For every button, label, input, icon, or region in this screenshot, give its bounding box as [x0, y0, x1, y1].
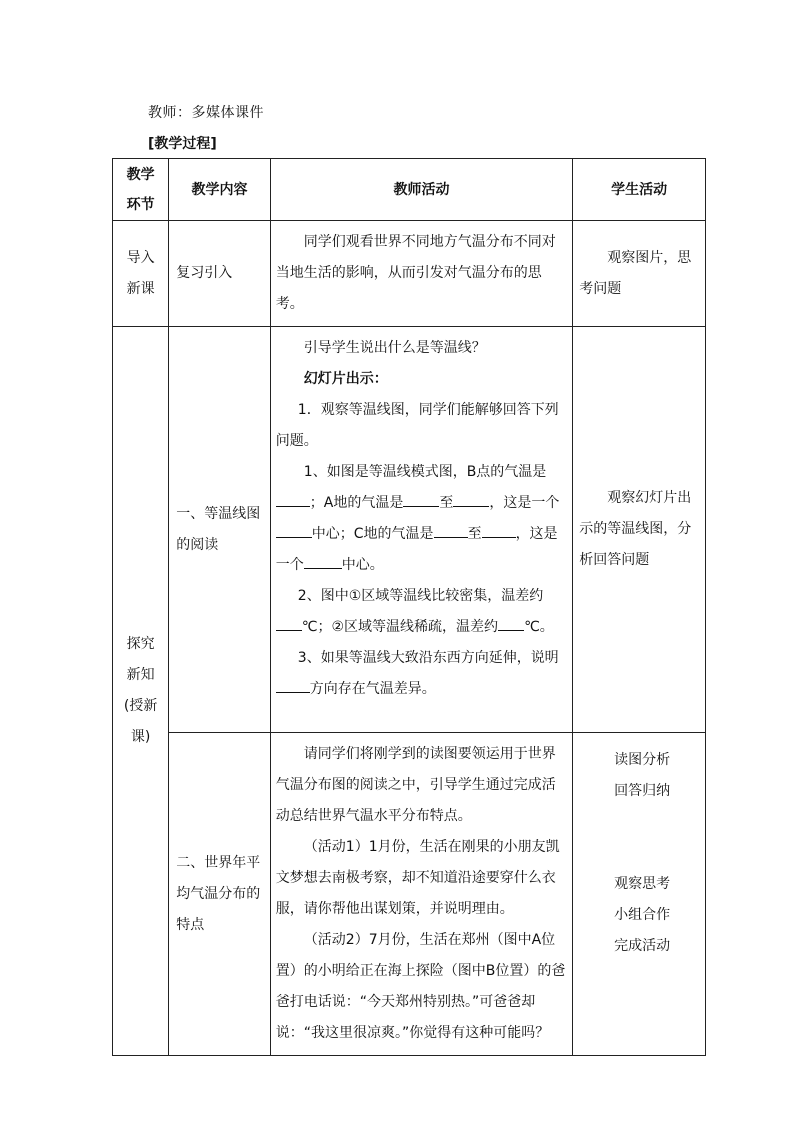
- answer-blank: [453, 488, 489, 507]
- content-world-temp-line3: 特点: [176, 916, 205, 933]
- student-isotherm-line1: 观察幻灯片出: [607, 490, 692, 506]
- content-world-temp-line1: 二、世界年平: [176, 854, 261, 871]
- content-isotherm-line1: 一、等温线图: [176, 505, 261, 522]
- teacher-activity-1: （活动1）1月份，生活在刚果的小朋友凯文梦想去南极考察，却不知道沿途要穿什么衣服，请你帮他出谋划策，并说明理由。: [275, 839, 560, 917]
- answer-blank: [276, 519, 312, 538]
- teacher-activity-2: （活动2）7月份，生活在郑州（图中A位置）的小明给正在海上探险（图中B位置）的爸爸打电话说：“今天郑州特别热。”可爸爸却说：“我这里很凉爽。”你觉得有这种可能吗？: [275, 932, 566, 1041]
- stage-intro: [113, 221, 169, 327]
- q2-text-b: ℃；②区域等温线稀疏，温差约: [301, 619, 499, 635]
- q2-text-a: 2、图中①区域等温线比较密集，温差约: [297, 588, 544, 604]
- header-content: 教学内容: [169, 159, 271, 221]
- student-isotherm-line3: 析回答问题: [579, 552, 650, 568]
- stage-explore-line3: (授新: [123, 698, 158, 714]
- header-stage: [113, 159, 169, 221]
- q1-text-c: 至: [439, 495, 454, 511]
- content-world-temp: [169, 733, 271, 1056]
- answer-blank: [434, 519, 468, 538]
- student-world-temp-top-line2: 回答归纳: [614, 783, 671, 799]
- teacher-isotherm-slide-label: 幻灯片出示：: [303, 371, 388, 387]
- answer-blank: [403, 488, 439, 507]
- student-intro-line1: 观察图片，思: [607, 249, 692, 266]
- header-stage-line2: 环节: [126, 196, 155, 213]
- q1-text-e: 中心；C地的气温是: [311, 526, 434, 542]
- q1-text-i: 中心。: [341, 557, 384, 573]
- q1-text-a: 1、如图是等温线模式图，B点的气温是: [303, 464, 547, 480]
- student-world-temp-bottom-line2: 小组合作: [614, 907, 671, 923]
- content-review: 复习引入: [169, 221, 271, 327]
- answer-blank: [276, 612, 302, 631]
- q1-text-d: ，这是一个: [489, 495, 560, 511]
- q3-text-a: 3、如果等温线大致沿东西方向延伸，说明: [297, 650, 559, 666]
- stage-explore-line1: 探究: [126, 636, 155, 652]
- stage-intro-line2: 新课: [126, 280, 155, 297]
- teacher-isotherm-task: 1．观察等温线图，同学们能解够回答下列问题。: [275, 402, 559, 449]
- student-world-temp-top-line1: 读图分析: [614, 752, 671, 768]
- q1-text-f: 至: [467, 526, 482, 542]
- stage-explore-line2: 新知: [126, 667, 155, 683]
- student-activity-isotherm: [573, 327, 706, 733]
- content-world-temp-line2: 均气温分布的: [176, 885, 261, 902]
- q1-text-b: ；A地的气温是: [309, 495, 404, 511]
- section-heading: [教学过程]: [148, 136, 217, 152]
- q2-text-c: ℃。: [524, 619, 554, 635]
- table-row: [113, 327, 706, 733]
- stage-explore: [113, 327, 169, 1056]
- answer-blank: [276, 674, 310, 693]
- answer-blank: [498, 612, 524, 631]
- teacher-intro-text: 同学们观看世界不同地方气温分布不同对当地生活的影响，从而引发对气温分布的思考。: [275, 234, 556, 312]
- question-2: [276, 581, 568, 643]
- student-activity-intro: [573, 221, 706, 327]
- teacher-activity-isotherm: [270, 327, 573, 733]
- content-isotherm: [169, 327, 271, 733]
- stage-intro-line1: 导入: [126, 249, 155, 266]
- teacher-isotherm-prompt: 引导学生说出什么是等温线？: [303, 340, 486, 356]
- stage-explore-line4: 课): [130, 729, 151, 745]
- table-row: [113, 221, 706, 327]
- lesson-table: [112, 158, 706, 1056]
- student-intro-line2: 考问题: [579, 280, 622, 297]
- student-world-temp-bottom-line3: 完成活动: [614, 938, 671, 954]
- teacher-activity-intro: [270, 221, 573, 327]
- answer-blank: [276, 488, 310, 507]
- teacher-world-temp-intro: 请同学们将刚学到的读图要领运用于世界气温分布图的阅读之中，引导学生通过完成活动总结世界气温水平分布特点。: [275, 746, 556, 824]
- teacher-activity-world-temp: [270, 733, 573, 1056]
- student-isotherm-line2: 示的等温线图，分: [579, 521, 692, 537]
- header-student: 学生活动: [573, 159, 706, 221]
- content-isotherm-line2: 的阅读: [176, 536, 219, 553]
- table-row: [113, 733, 706, 1056]
- student-world-temp-bottom-line1: 观察思考: [614, 876, 671, 892]
- q1-text-g: ，这是: [515, 526, 558, 542]
- student-activity-world-temp: [573, 733, 706, 1056]
- header-teacher: 教师活动: [270, 159, 573, 221]
- student-world-temp-bottom: [579, 807, 705, 962]
- header-stage-line1: 教学: [126, 166, 155, 183]
- answer-blank: [482, 519, 516, 538]
- student-world-temp-top: [579, 733, 705, 807]
- q3-text-b: 方向存在气温差异。: [309, 681, 436, 697]
- answer-blank: [304, 550, 342, 569]
- question-3: [276, 643, 568, 705]
- table-header-row: [113, 159, 706, 221]
- question-1: [276, 457, 568, 581]
- materials-line: 教师：多媒体课件: [148, 105, 264, 121]
- q1-text-h: 一个: [275, 557, 304, 573]
